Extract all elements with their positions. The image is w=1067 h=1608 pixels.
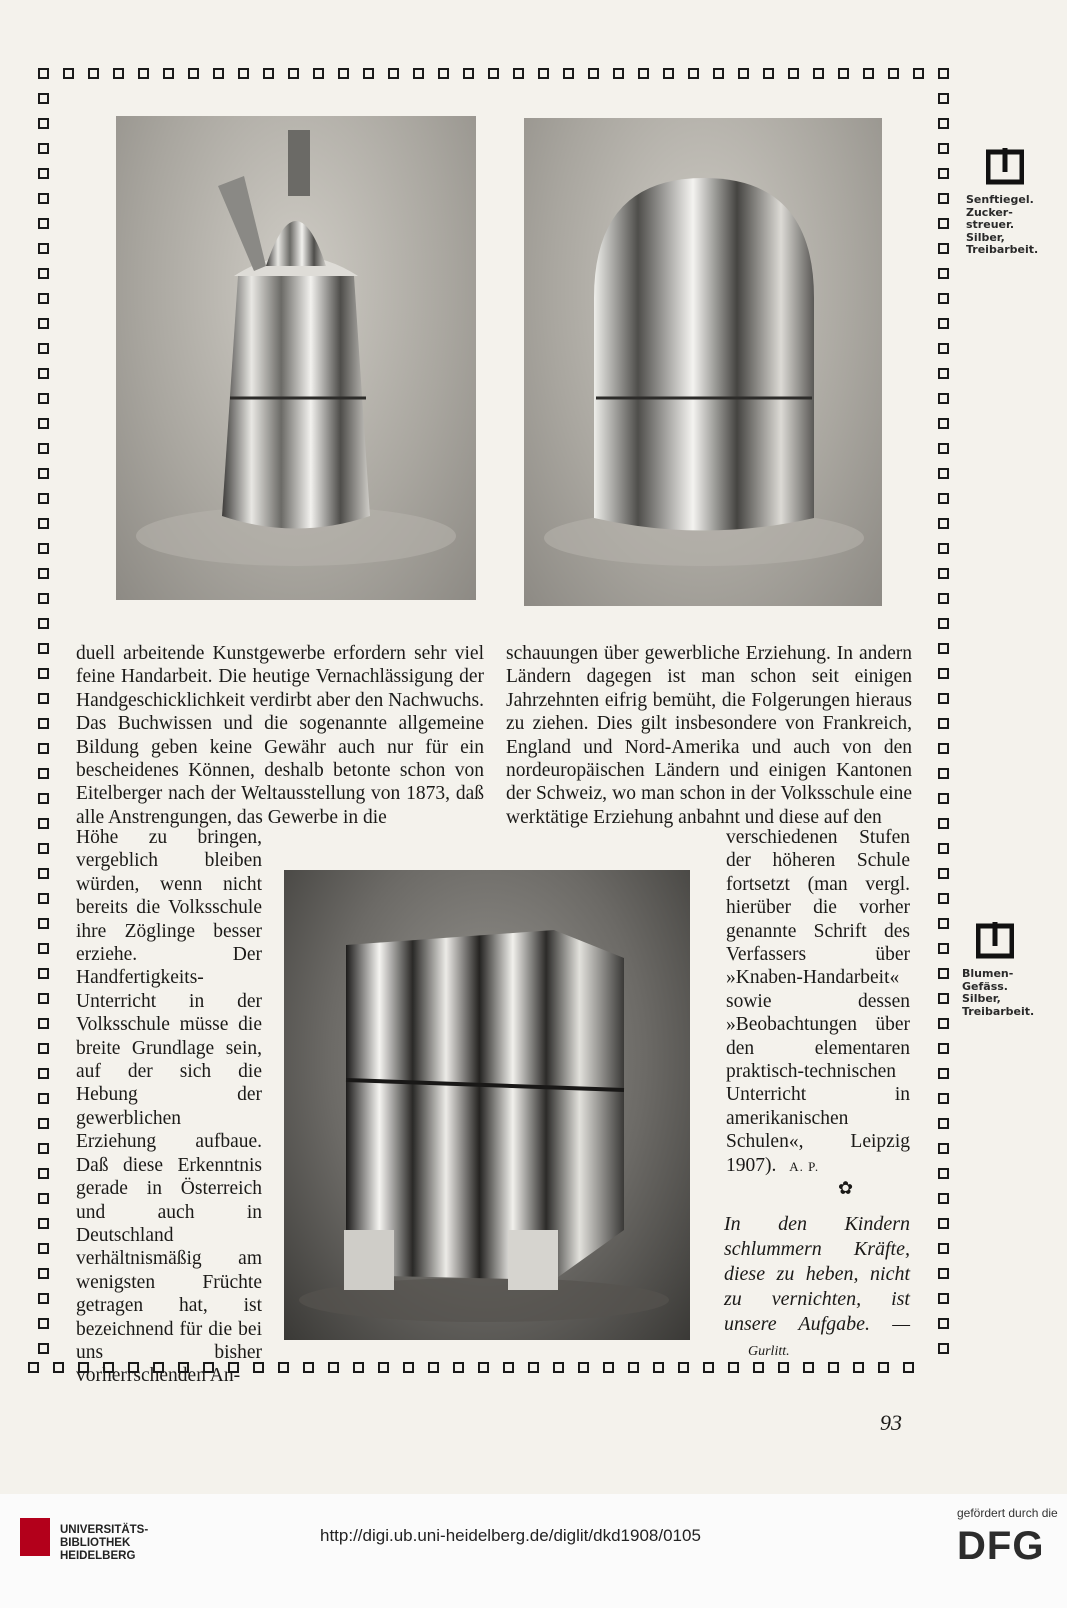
border-square: [938, 443, 949, 454]
border-square: [938, 593, 949, 604]
photo-mustard-pot: [116, 116, 476, 600]
captions.bottom-line: Gefäss.: [962, 979, 1008, 993]
border-square: [263, 68, 274, 79]
border-square: [603, 1362, 614, 1373]
border-square: [303, 1362, 314, 1373]
paragraph-wrap-right: [726, 826, 910, 1178]
border-square: [938, 993, 949, 1004]
border-square: [938, 668, 949, 679]
border-square: [938, 818, 949, 829]
border-top: [38, 68, 938, 79]
border-square: [938, 1193, 949, 1204]
border-square: [938, 293, 949, 304]
border-square: [113, 68, 124, 79]
captions.top-line: Silber,: [966, 230, 1005, 244]
footer.library_lines-line: UNIVERSITÄTS-: [60, 1524, 149, 1536]
border-square: [578, 1362, 589, 1373]
captions.top-line: Zucker-: [966, 205, 1013, 219]
border-square: [63, 68, 74, 79]
border-square: [553, 1362, 564, 1373]
signature: A. P.: [789, 1158, 820, 1174]
border-square: [713, 68, 724, 79]
border-square: [938, 368, 949, 379]
border-square: [38, 143, 49, 154]
border-square: [38, 1343, 49, 1354]
border-square: [453, 1362, 464, 1373]
border-square: [938, 743, 949, 754]
border-square: [338, 68, 349, 79]
border-square: [938, 243, 949, 254]
border-square: [588, 68, 599, 79]
border-square: [938, 643, 949, 654]
sponsor-logo: DFG: [957, 1524, 1045, 1568]
border-square: [528, 1362, 539, 1373]
border-square: [438, 68, 449, 79]
border-square: [938, 518, 949, 529]
border-square: [38, 1043, 49, 1054]
border-square: [38, 1168, 49, 1179]
border-square: [38, 93, 49, 104]
border-square: [38, 843, 49, 854]
border-square: [938, 1093, 949, 1104]
border-square: [938, 1068, 949, 1079]
border-square: [703, 1362, 714, 1373]
border-square: [38, 1118, 49, 1129]
page-number: 93: [880, 1410, 902, 1435]
border-square: [938, 1218, 949, 1229]
border-square: [613, 68, 624, 79]
permalink-url[interactable]: http://digi.ub.uni-heidelberg.de/diglit/dkd1908/0105: [320, 1526, 701, 1545]
captions.bottom-line: Silber,: [962, 992, 1001, 1005]
border-square: [938, 468, 949, 479]
border-square: [938, 843, 949, 854]
captions.bottom-line: Treibarbeit.: [962, 1004, 1035, 1018]
ornament: ✿: [838, 1178, 854, 1199]
border-square: [478, 1362, 489, 1373]
border-square: [663, 68, 674, 79]
monogram-icon: [986, 148, 1024, 186]
border-square: [38, 893, 49, 904]
border-square: [938, 1318, 949, 1329]
border-square: [788, 68, 799, 79]
border-square: [763, 68, 774, 79]
border-left: [38, 68, 49, 1368]
border-square: [328, 1362, 339, 1373]
border-square: [388, 68, 399, 79]
border-square: [488, 68, 499, 79]
border-square: [938, 1293, 949, 1304]
captions.top-line: Senftiegel.: [966, 193, 1034, 206]
border-square: [913, 68, 924, 79]
photo-sugar-shaker: [524, 118, 882, 606]
border-square: [353, 1362, 364, 1373]
border-square: [38, 818, 49, 829]
border-square: [938, 168, 949, 179]
border-square: [938, 918, 949, 929]
border-square: [38, 318, 49, 329]
border-square: [38, 393, 49, 404]
border-square: [938, 418, 949, 429]
photo-flower-vase: [284, 870, 690, 1340]
border-square: [938, 343, 949, 354]
border-square: [213, 68, 224, 79]
border-square: [628, 1362, 639, 1373]
border-square: [938, 268, 949, 279]
monogram-icon: [976, 922, 1014, 960]
border-square: [38, 218, 49, 229]
border-square: [838, 68, 849, 79]
border-square: [38, 618, 49, 629]
border-square: [38, 1068, 49, 1079]
quote-text: In den Kindern schlummern Kräfte, diese zu heben, nicht zu vernichten, ist unsere Aufgabe. —: [724, 1213, 910, 1335]
quote-author: Gurlitt.: [748, 1344, 790, 1359]
border-square: [38, 243, 49, 254]
text-wrap-left: [76, 826, 262, 1388]
border-square: [38, 918, 49, 929]
border-square: [938, 1118, 949, 1129]
border-square: [38, 643, 49, 654]
border-square: [938, 793, 949, 804]
border-square: [688, 68, 699, 79]
border-square: [938, 893, 949, 904]
border-square: [38, 1293, 49, 1304]
border-square: [278, 1362, 289, 1373]
border-square: [38, 493, 49, 504]
border-square: [38, 668, 49, 679]
border-square: [428, 1362, 439, 1373]
border-square: [38, 118, 49, 129]
border-square: [653, 1362, 664, 1373]
border-square: [938, 543, 949, 554]
border-square: [403, 1362, 414, 1373]
border-square: [138, 68, 149, 79]
border-square: [163, 68, 174, 79]
border-square: [938, 1018, 949, 1029]
border-square: [938, 868, 949, 879]
border-square: [888, 68, 899, 79]
border-square: [38, 518, 49, 529]
library-logo-icon: [20, 1518, 50, 1556]
border-square: [738, 68, 749, 79]
footer.library_lines-line: HEIDELBERG: [60, 1550, 136, 1562]
border-square: [38, 943, 49, 954]
border-square: [938, 568, 949, 579]
border-square: [678, 1362, 689, 1373]
border-square: [88, 68, 99, 79]
border-square: [53, 1362, 64, 1373]
border-square: [938, 1343, 949, 1354]
text-column-left: [76, 642, 484, 829]
text-wrap-right: [726, 826, 910, 1178]
border-square: [378, 1362, 389, 1373]
border-square: [38, 768, 49, 779]
border-square: [938, 1043, 949, 1054]
border-square: [938, 1243, 949, 1254]
text-column-right: [506, 642, 912, 829]
border-square: [38, 743, 49, 754]
captions.top-line: Treibarbeit.: [966, 243, 1039, 256]
quote-block: [724, 1212, 910, 1364]
border-square: [938, 1168, 949, 1179]
border-square: [38, 593, 49, 604]
caption-top: [966, 194, 1066, 257]
border-square: [38, 693, 49, 704]
paragraph-wrap-right-text: verschiedenen Stufen der höheren Schule fortsetzt (man vergl. hierüber die vorher genannte Schrift des Verfassers über »Knaben-Handarbeit« sowie dessen »Beobachtungen über den elementaren praktisch-technischen Unterricht in amerikanischen Schulen«, Leipzig 1907).: [726, 827, 910, 1176]
border-square: [38, 868, 49, 879]
border-square: [38, 718, 49, 729]
border-square: [38, 1243, 49, 1254]
border-square: [563, 68, 574, 79]
captions.bottom-line: Blumen-: [962, 967, 1014, 980]
mustard-pot-illustration: [116, 116, 476, 600]
border-square: [363, 68, 374, 79]
border-square: [38, 1218, 49, 1229]
border-square: [938, 318, 949, 329]
border-square: [38, 1193, 49, 1204]
border-square: [938, 93, 949, 104]
border-square: [938, 393, 949, 404]
border-square: [38, 543, 49, 554]
border-square: [938, 968, 949, 979]
border-square: [38, 1318, 49, 1329]
border-square: [313, 68, 324, 79]
border-square: [38, 468, 49, 479]
border-square: [938, 618, 949, 629]
border-square: [938, 193, 949, 204]
border-square: [188, 68, 199, 79]
library-name: [60, 1524, 148, 1563]
border-square: [503, 1362, 514, 1373]
border-square: [938, 693, 949, 704]
border-square: [38, 1268, 49, 1279]
border-square: [938, 493, 949, 504]
border-square: [38, 343, 49, 354]
border-square: [513, 68, 524, 79]
border-square: [938, 143, 949, 154]
border-square: [938, 118, 949, 129]
border-square: [38, 793, 49, 804]
border-square: [938, 1268, 949, 1279]
sponsor-label: gefördert durch die: [957, 1506, 1058, 1520]
border-square: [38, 1143, 49, 1154]
border-square: [813, 68, 824, 79]
border-square: [38, 68, 49, 79]
border-square: [38, 168, 49, 179]
paragraph-left: duell arbeitende Kunstgewerbe erfordern sehr viel feine Handarbeit. Die heutige Vernachlässigung der Handgeschicklichkeit verdirbt aber den Nachwuchs. Das Buchwissen und die sogenannte allgemeine Bildung geben keine Gewähr auch nur für ein bescheidenes Können, deshalb betonte schon von Eitelberger nach der Weltausstellung von 1873, daß alle Anstrengungen, das Gewerbe in die: [76, 643, 484, 828]
border-square: [38, 993, 49, 1004]
border-square: [38, 293, 49, 304]
border-square: [38, 1093, 49, 1104]
border-square: [38, 418, 49, 429]
border-square: [538, 68, 549, 79]
border-square: [938, 68, 949, 79]
border-square: [38, 368, 49, 379]
border-right: [938, 68, 949, 1368]
sugar-shaker-illustration: [524, 118, 882, 606]
border-square: [638, 68, 649, 79]
border-square: [38, 268, 49, 279]
paragraph-wrap-left: Höhe zu bringen, vergeblich bleiben würden, wenn nicht bereits die Volksschule ihre Zöglinge besser erziehe. Der Handfertigkeits-Unterricht in der Volksschule müsse die breite Grundlage sein, auf der sich die Hebung der gewerblichen Erziehung aufbaue. Daß diese Erkenntnis gerade in Österreich und auch in Deutschland verhältnismäßig am wenigsten Früchte getragen hat, ist bezeichnend für die bei uns bisher vorherrschenden An-: [76, 827, 262, 1387]
border-square: [38, 568, 49, 579]
caption-bottom: [962, 968, 1062, 1018]
border-square: [38, 193, 49, 204]
border-square: [38, 968, 49, 979]
flower-vase-illustration: [284, 870, 690, 1340]
border-square: [938, 1143, 949, 1154]
border-square: [938, 718, 949, 729]
border-square: [38, 443, 49, 454]
border-square: [413, 68, 424, 79]
border-square: [938, 218, 949, 229]
border-square: [863, 68, 874, 79]
footer-bar: [0, 1494, 1067, 1608]
border-square: [938, 943, 949, 954]
border-square: [938, 768, 949, 779]
border-square: [238, 68, 249, 79]
footer.library_lines-line: BIBLIOTHEK: [60, 1537, 131, 1549]
border-square: [463, 68, 474, 79]
border-square: [288, 68, 299, 79]
paragraph-right: schauungen über gewerbliche Erziehung. In andern Ländern dagegen ist man schon seit einigen Jahrzehnten eifrig bemüht, die Folgerungen hieraus zu ziehen. Dies gilt insbesondere von Frankreich, England und Nord-Amerika und auch von den nordeuropäischen Ländern und einigen Kantonen der Schweiz, wo man schon in der Volksschule eine werktätige Erziehung anbahnt und diese auf den: [506, 643, 912, 828]
captions.top-line: streuer.: [966, 218, 1015, 231]
border-square: [38, 1018, 49, 1029]
